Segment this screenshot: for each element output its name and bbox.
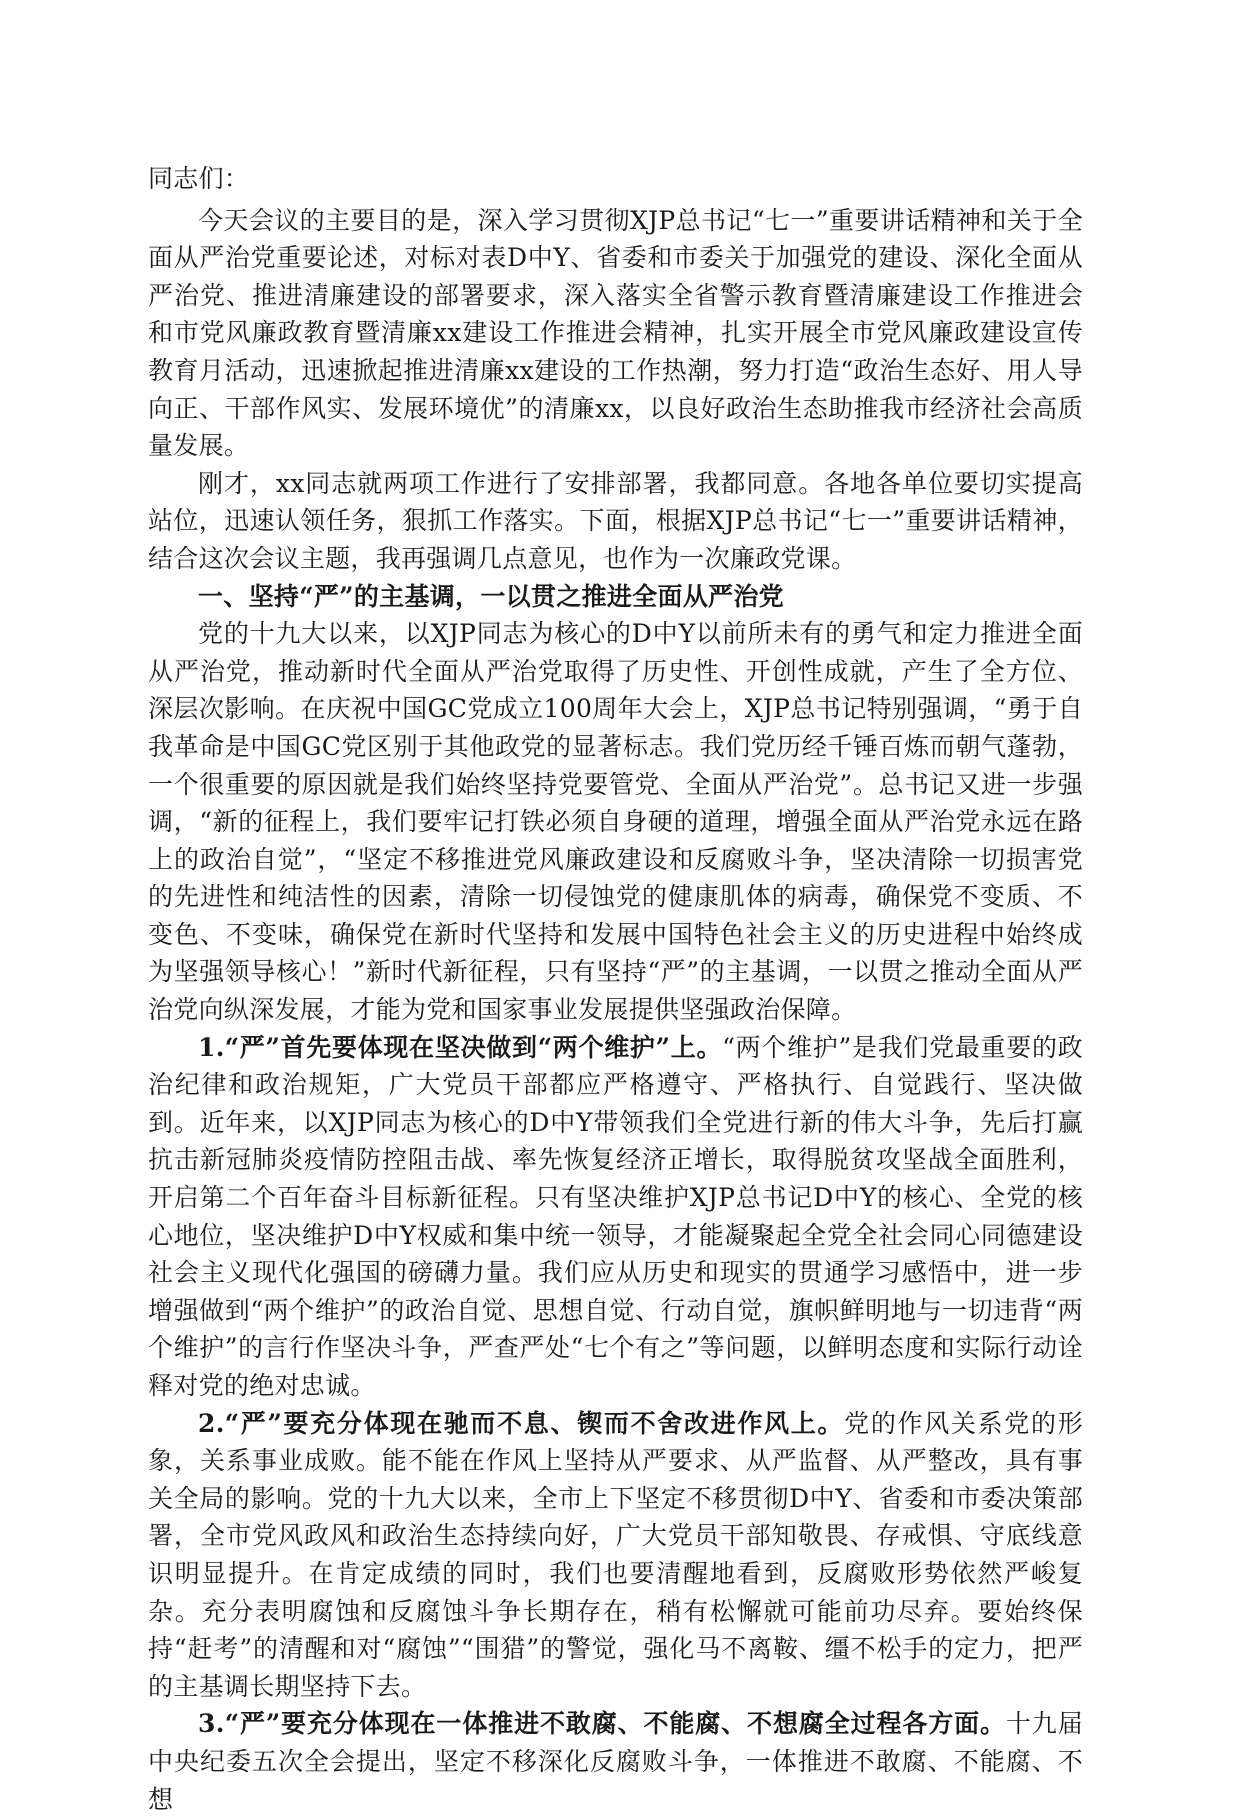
document-page — [148, 160, 1083, 1818]
paragraph-arrangement: 刚才，xx同志就两项工作进行了安排部署，我都同意。各地各单位要切实提高站位，迅速认领任务，狠抓工作落实。下面，根据XJP总书记“七一”重要讲话精神，结合这次会议主题，我再强调几点意见，也作为一次廉政党课。 — [148, 468, 1083, 573]
salutation: 同志们： — [148, 164, 250, 193]
section-heading-1: 一、坚持“严”的主基调，一以贯之推进全面从严治党 — [198, 581, 784, 611]
paragraph-point-1 — [148, 1029, 1083, 1405]
point-1-body: “两个维护”是我们党最重要的政治纪律和政治规矩，广大党员干部都应严格遵守、严格执行、自觉践行、坚决做到。近年来，以XJP同志为核心的D中Y带领我们全党进行新的伟大斗争，先后打赢抗击新冠肺炎疫情防控阻击战、率先恢复经济正增长，取得脱贫攻坚战全面胜利，开启第二个百年奋斗目标新征程。只有坚决维护XJP总书记D中Y的核心、全党的核心地位，坚决维护D中Y权威和集中统一领导，才能凝聚起全党全社会同心同德建设社会主义现代化强国的磅礴力量。我们应从历史和现实的贯通学习感悟中，进一步增强做到“两个维护”的政治自觉、思想自觉、行动自觉，旗帜鲜明地与一切违背“两个维护”的言行作坚决斗争，严查严处“七个有之”等问题，以鲜明态度和实际行动诠释对党的绝对忠诚。 — [148, 1032, 1083, 1400]
point-3-lead: 3.“严”要充分体现在一体推进不敢腐、不能腐、不想腐全过程各方面。 — [198, 1709, 1006, 1739]
point-3-body: 十九届中央纪委五次全会提出，坚定不移深化反腐败斗争，一体推进不敢腐、不能腐、不想 — [148, 1709, 1083, 1814]
paragraph-point-2 — [148, 1405, 1083, 1706]
point-2-lead: 2.“严”要充分体现在驰而不息、锲而不舍改进作风上。 — [198, 1408, 845, 1438]
paragraph-point-3 — [148, 1705, 1083, 1818]
paragraph-intro: 今天会议的主要目的是，深入学习贯彻XJP总书记“七一”重要讲话精神和关于全面从严治党重要论述，对标对表D中Y、省委和市委关于加强党的建设、深化全面从严治党、推进清廉建设的部署要求，深入落实全省警示教育暨清廉建设工作推进会和市党风廉政教育暨清廉xx建设工作推进会精神，扎实开展全市党风廉政建设宣传教育月活动，迅速掀起推进清廉xx建设的工作热潮，努力打造“政治生态好、用人导向正、干部作风实、发展环境优”的清廉xx，以良好政治生态助推我市经济社会高质量发展。 — [148, 205, 1083, 461]
point-2-body: 党的作风关系党的形象，关系事业成败。能不能在作风上坚持从严要求、从严监督、从严整改，具有事关全局的影响。党的十九大以来，全市上下坚定不移贯彻D中Y、省委和市委决策部署，全市党风政风和政治生态持续向好，广大党员干部知敬畏、存戒惧、守底线意识明显提升。在肯定成绩的同时，我们也要清醒地看到，反腐败形势依然严峻复杂。充分表明腐蚀和反腐蚀斗争长期存在，稍有松懈就可能前功尽弃。要始终保持“赶考”的清醒和对“腐蚀”“围猎”的警觉，强化马不离鞍、缰不松手的定力，把严的主基调长期坚持下去。 — [148, 1408, 1083, 1701]
paragraph-section-1-body: 党的十九大以来，以XJP同志为核心的D中Y以前所未有的勇气和定力推进全面从严治党，推动新时代全面从严治党取得了历史性、开创性成就，产生了全方位、深层次影响。在庆祝中国GC党成立100周年大会上，XJP总书记特别强调，“勇于自我革命是中国GC党区别于其他政党的显著标志。我们党历经千锤百炼而朝气蓬勃，一个很重要的原因就是我们始终坚持党要管党、全面从严治党”。总书记又进一步强调，“新的征程上，我们要牢记打铁必须自身硬的道理，增强全面从严治党永远在路上的政治自觉”，“坚定不移推进党风廉政建设和反腐败斗争，坚决清除一切损害党的先进性和纯洁性的因素，清除一切侵蚀党的健康肌体的病毒，确保党不变质、不变色、不变味，确保党在新时代坚持和发展中国特色社会主义的历史进程中始终成为坚强领导核心！”新时代新征程，只有坚持“严”的主基调，一以贯之推动全面从严治党向纵深发展，才能为党和国家事业发展提供坚强政治保障。 — [148, 619, 1083, 1025]
point-1-lead: 1.“严”首先要体现在坚决做到“两个维护”上。 — [198, 1032, 723, 1062]
